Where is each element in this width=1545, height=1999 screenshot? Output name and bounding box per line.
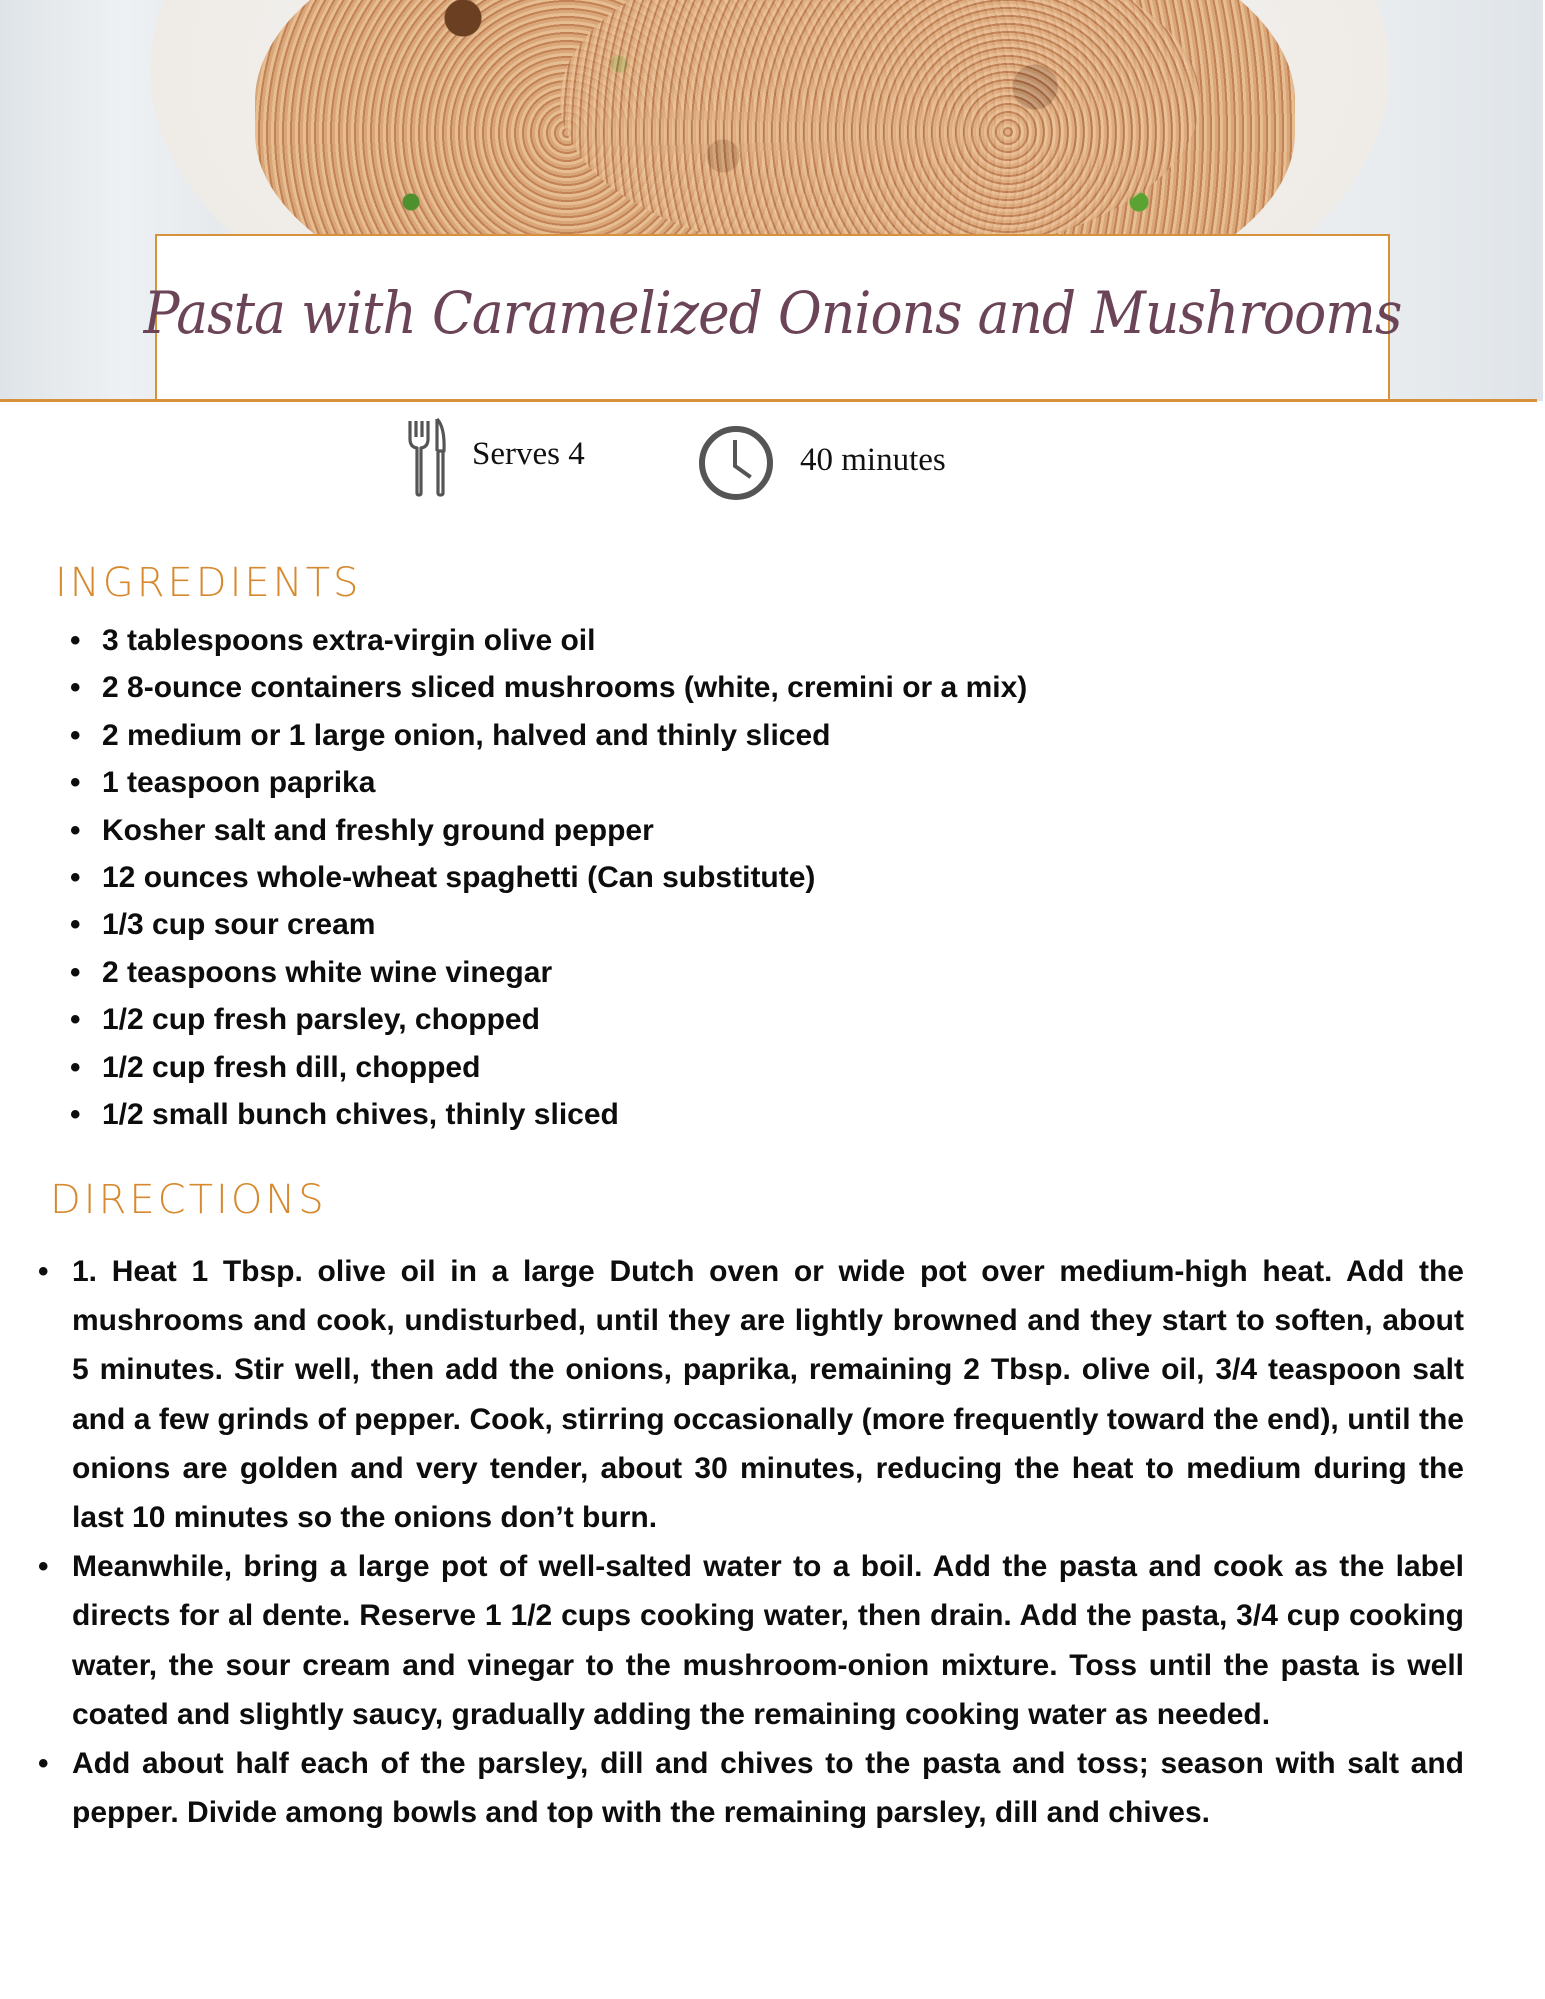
clock-icon [697,424,775,502]
bullet: • [70,861,81,895]
ingredient-item [70,996,1027,1043]
direction-text: 1. Heat 1 Tbsp. olive oil in a large Dutch oven or wide pot over medium-high heat. Add the mushrooms and cook, undisturbed, until they are lightly browned and they start to soften, about 5 minutes. Stir well, then add the onions, paprika, remaining 2 Tbsp. olive oil, 3/4 teaspoon salt and a few grinds of pepper. Cook, stirring occasionally (more frequently toward the end), until the onions are golden and very tender, about 30 minutes, reducing the heat to medium during the last 10 minutes so the onions don’t burn. [72,1255,1464,1535]
direction-step [38,1247,1464,1542]
cook-time-text: 40 minutes [800,442,946,478]
header-divider [0,399,1537,402]
ingredient-item [70,901,1027,948]
ingredients-heading: INGREDIENTS [55,560,362,606]
direction-text: Add about half each of the parsley, dill and chives to the pasta and toss; season with salt and pepper. Divide among bowls and top with the remaining parsley, dill and chives. [72,1747,1464,1830]
bullet: • [38,1550,49,1584]
bullet: • [70,718,81,752]
bullet: • [38,1255,49,1288]
bullet: • [70,766,81,800]
ingredient-item [70,807,1027,854]
ingredient-text: 3 tablespoons extra-virgin olive oil [102,624,596,657]
ingredient-text: 1/2 small bunch chives, thinly sliced [102,1098,619,1132]
ingredient-text: 2 medium or 1 large onion, halved and thinly sliced [102,718,831,752]
ingredient-item [70,1044,1027,1091]
bullet: • [70,624,81,657]
fork-knife-icon [407,417,447,497]
ingredient-text: 2 8-ounce containers sliced mushrooms (white, cremini or a mix) [102,671,1028,705]
bullet: • [70,813,81,847]
bullet: • [70,1050,81,1084]
ingredient-text: 12 ounces whole-wheat spaghetti (Can substitute) [102,861,816,895]
ingredient-text: 1/2 cup fresh dill, chopped [102,1050,481,1084]
bullet: • [38,1747,49,1781]
direction-step [38,1739,1464,1837]
directions-list [38,1247,1464,1837]
ingredient-text: 1/2 cup fresh parsley, chopped [102,1003,540,1037]
ingredient-item [70,712,1027,759]
direction-step [38,1542,1464,1739]
ingredient-text: 1 teaspoon paprika [102,766,376,800]
title-card [143,234,1402,399]
servings-text: Serves 4 [472,436,585,472]
ingredient-item [70,949,1027,996]
direction-text: Meanwhile, bring a large pot of well-salted water to a boil. Add the pasta and cook as the label directs for al dente. Reserve 1 1/2 cups cooking water, then drain. Add the pasta, 3/4 cup cooking water, the sour cream and vinegar to the mushroom-onion mixture. Toss until the pasta is well coated and slightly saucy, gradually adding the remaining cooking water as needed. [72,1550,1464,1731]
ingredient-text: Kosher salt and freshly ground pepper [102,813,654,847]
recipe-title: Pasta with Caramelized Onions and Mushrooms [143,278,1402,347]
ingredient-item [70,854,1027,901]
ingredient-item [70,1091,1027,1138]
ingredient-text: 1/3 cup sour cream [102,908,376,942]
directions-heading: DIRECTIONS [50,1177,327,1223]
ingredient-item [70,759,1027,806]
bullet: • [70,1003,81,1037]
ingredients-list [70,617,1027,1138]
bullet: • [70,908,81,942]
bullet: • [70,955,81,989]
ingredient-item [70,617,1027,664]
ingredient-item [70,664,1027,711]
ingredient-text: 2 teaspoons white wine vinegar [102,955,553,989]
bullet: • [70,671,81,705]
bullet: • [70,1098,81,1132]
